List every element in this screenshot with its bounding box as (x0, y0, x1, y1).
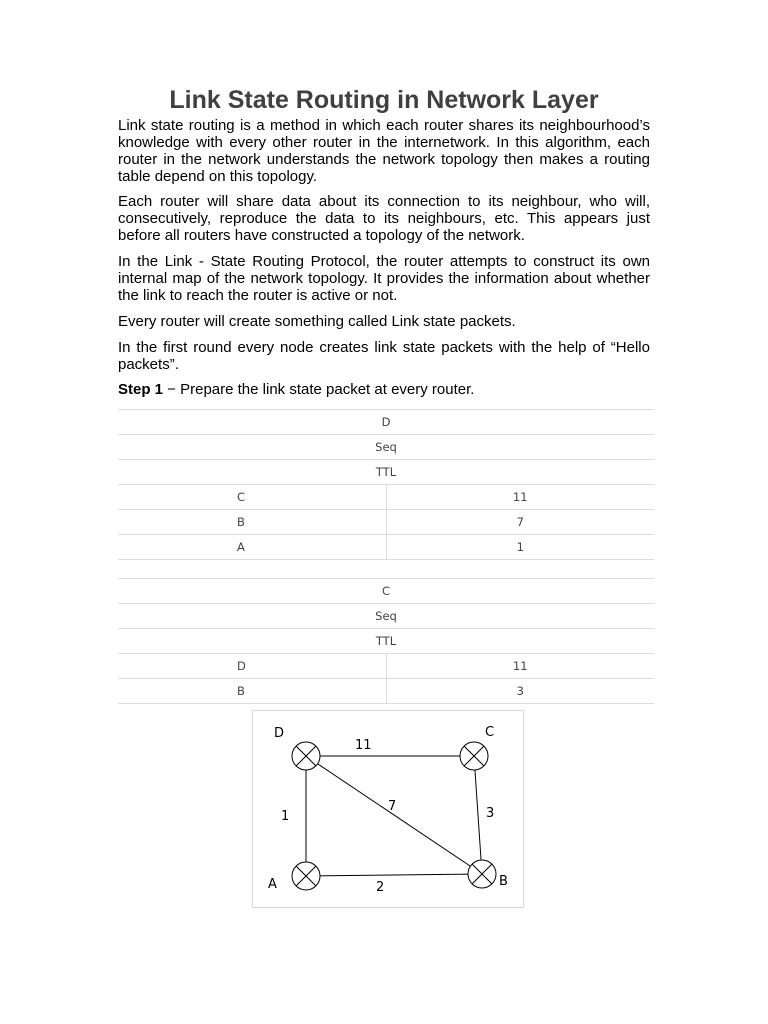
table-row (118, 604, 654, 629)
packet-ttl-cell: TTL (118, 629, 654, 654)
packet-seq-cell: Seq (118, 435, 654, 460)
table-row (118, 654, 654, 679)
step-1 (118, 381, 474, 398)
cost-cell: 11 (386, 654, 654, 679)
paragraph-packets: Every router will create something called Link state packets. (118, 313, 516, 330)
paragraph-hello: In the first round every node creates link state packets with the help of “Hello packets”. (118, 339, 650, 373)
table-row (118, 510, 654, 535)
paragraph-protocol: In the Link - State Routing Protocol, the router attempts to construct its own internal map of the network topology. It provides the information about whether the link to reach the router is active or not. (118, 253, 650, 304)
packet-table-c (118, 578, 654, 704)
router-icon-b (468, 860, 496, 888)
node-cell: A (118, 535, 386, 560)
packet-ttl-cell: TTL (118, 460, 654, 485)
cost-cell: 7 (386, 510, 654, 535)
node-label-a: A (268, 877, 277, 892)
node-cell: B (118, 510, 386, 535)
router-icon-c (460, 742, 488, 770)
network-topology-svg (252, 710, 524, 908)
network-topology-diagram (252, 710, 524, 908)
table-row (118, 410, 654, 435)
edge-weight-c-b: 3 (486, 806, 495, 821)
edge-weight-d-c: 11 (355, 738, 372, 753)
edge-weight-d-a: 1 (281, 809, 290, 824)
cost-cell: 1 (386, 535, 654, 560)
node-label-d: D (274, 726, 285, 741)
page-title: Link State Routing in Network Layer (169, 86, 599, 114)
packet-router-cell: D (118, 410, 654, 435)
table-row (118, 485, 654, 510)
step-text: − Prepare the link state packet at every router. (163, 381, 475, 398)
packet-router-cell: C (118, 579, 654, 604)
cost-cell: 11 (386, 485, 654, 510)
cost-cell: 3 (386, 679, 654, 704)
paragraph-sharing: Each router will share data about its connection to its neighbour, who will, consecutively, reproduce the data to its neighbours, etc. This appears just before all routers have constructed a topology of the network. (118, 193, 650, 244)
router-icon-a (292, 862, 320, 890)
node-cell: B (118, 679, 386, 704)
table-row (118, 460, 654, 485)
node-cell: D (118, 654, 386, 679)
table-row (118, 579, 654, 604)
edge-weight-d-b: 7 (388, 799, 397, 814)
step-label: Step 1 (118, 381, 164, 398)
node-label-c: C (485, 725, 495, 740)
table-row (118, 679, 654, 704)
router-icon-d (292, 742, 320, 770)
table-row (118, 535, 654, 560)
paragraph-intro: Link state routing is a method in which each router shares its neighbourhood’s knowledge with every other router in the internetwork. In this algorithm, each router in the network understands the network topology then makes a routing table depend on this topology. (118, 117, 650, 185)
table-row (118, 629, 654, 654)
node-label-b: B (499, 874, 508, 889)
edge-weight-a-b: 2 (376, 880, 385, 895)
packet-table-d (118, 409, 654, 560)
packet-seq-cell: Seq (118, 604, 654, 629)
node-cell: C (118, 485, 386, 510)
table-row (118, 435, 654, 460)
